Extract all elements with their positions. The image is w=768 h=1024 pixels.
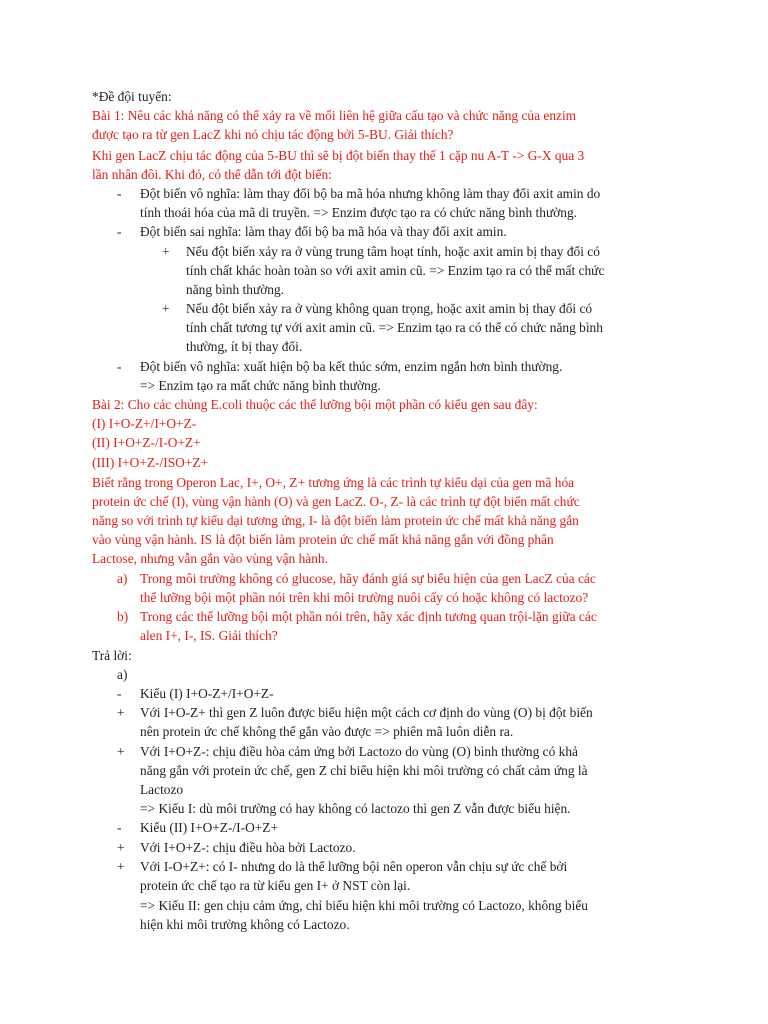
answer-t2-p1: Với I+O+Z-: chịu điều hòa bởi Lactozo. (140, 840, 356, 855)
answer-t1-p1-line-1: Với I+O-Z+ thì gen Z luôn được biểu hiện một cách cơ định do vùng (O) bị đột biến (140, 705, 593, 720)
q2-title: Bài 2: Cho các chủng E.coli thuộc các thể lưỡng bội một phần có kiểu gen sau đây: (92, 397, 538, 412)
answer-t2-p2-line-3: => Kiểu II: gen chịu cảm ứng, chỉ biểu hiện khi môi trường có Lactozo, không biểu (140, 898, 588, 913)
plus-marker: + (117, 840, 125, 855)
q2-genotype-3: (III) I+O+Z-/ISO+Z+ (92, 455, 209, 470)
plus-marker: + (117, 705, 125, 720)
dash-marker: - (117, 686, 122, 701)
q2-genotype-1: (I) I+O-Z+/I+O+Z- (92, 416, 197, 431)
plus-marker: + (117, 744, 125, 759)
q2-para-line-1: Biết rằng trong Operon Lac, I+, O+, Z+ tương ứng là các trình tự kiểu dại của gen mã hóa (92, 475, 575, 490)
plus-marker: + (162, 301, 170, 316)
dash-marker: - (117, 359, 122, 374)
q2-part-b-line-1: Trong các thể lưỡng bội một phần nói trên, hãy xác định tương quan trội-lặn giữa các (140, 609, 597, 624)
answer-t1-p1-line-2: nên protein ức chế không thể gắn vào được => phiên mã luôn diễn ra. (140, 724, 514, 739)
q2-para-line-4: vào vùng vận hành. IS là đột biến làm protein ức chế mất khả năng gắn với đồng phân (92, 532, 554, 547)
q2-part-b-line-2: alen I+, I-, IS. Giải thích? (140, 628, 278, 643)
q1-sub-1-line-2: tính chất khác hoàn toàn so với axit amin cũ. => Enzim tạo ra có thể mất chức (186, 263, 605, 278)
q1-sub-2-line-1: Nếu đột biến xảy ra ở vùng không quan trọng, hoặc axit amin bị thay đổi có (186, 301, 593, 316)
q1-sub-1-line-1: Nếu đột biến xảy ra ở vùng trung tâm hoạt tính, hoặc axit amin bị thay đổi có (186, 244, 600, 259)
q1-title-line-1: Bài 1: Nêu các khả năng có thể xảy ra về mối liên hệ giữa cấu tạo và chức năng của enzim (92, 108, 577, 123)
answer-t1-p2-line-2: năng gắn với protein ức chế, gen Z chỉ biểu hiện khi môi trường có chất cảm ứng là (140, 763, 588, 778)
answer-t1-p2-line-1: Với I+O+Z-: chịu điều hòa cảm ứng bởi Lactozo do vùng (O) bình thường có khả (140, 744, 578, 759)
answer-type-2: Kiểu (II) I+O+Z-/I-O+Z+ (140, 820, 279, 835)
answer-part-a-marker: a) (117, 667, 128, 682)
plus-marker: + (117, 859, 125, 874)
q2-genotype-2: (II) I+O+Z-/I-O+Z+ (92, 435, 201, 450)
answer-label: Trả lời: (92, 648, 132, 663)
answer-t2-p2-line-4: hiện khi môi trường không có Lactozo. (140, 917, 350, 932)
q1-bullet-1-line-1: Đột biến vô nghĩa: làm thay đổi bộ ba mã hóa nhưng không làm thay đổi axit amin do (140, 186, 601, 201)
q1-sub-2-line-2: tính chất tương tự với axit amin cũ. => Enzim tạo ra có thể có chức năng bình (186, 320, 603, 335)
plus-marker: + (162, 244, 170, 259)
q2-part-b-marker: b) (117, 609, 129, 624)
q1-sub-2-line-3: thường, ít bị thay đổi. (186, 339, 303, 354)
q1-bullet-3-line-2: => Enzim tạo ra mất chức năng bình thường. (140, 378, 381, 393)
q1-bullet-1-line-2: tính thoái hóa của mã di truyền. => Enzim được tạo ra có chức năng bình thường. (140, 205, 578, 220)
q1-bullet-2: Đột biến sai nghĩa: làm thay đổi bộ ba mã hóa và thay đổi axit amin. (140, 224, 507, 239)
answer-type-1: Kiểu (I) I+O-Z+/I+O+Z- (140, 686, 274, 701)
q1-intro-line-2: lần nhân đôi. Khi đó, có thể dẫn tới đột biến: (92, 167, 332, 182)
dash-marker: - (117, 224, 122, 239)
q2-part-a-marker: a) (117, 571, 128, 586)
q2-part-a-line-2: thể lưỡng bội một phần nói trên khi môi trường nuôi cấy có hoặc không có lactozo? (140, 590, 589, 605)
q1-title-line-2: được tạo ra từ gen LacZ khi nó chịu tác động bởi 5-BU. Giải thích? (92, 127, 454, 142)
q1-sub-1-line-3: năng bình thường. (186, 282, 285, 297)
q1-intro-line-1: Khi gen LacZ chịu tác động của 5-BU thì sẽ bị đột biến thay thế 1 cặp nu A-T -> G-X qua 3 (92, 148, 585, 163)
answer-t1-p2-line-3: Lactozo (140, 782, 184, 797)
heading: *Đề đội tuyển: (92, 89, 172, 104)
dash-marker: - (117, 820, 122, 835)
q1-bullet-3-line-1: Đột biến vô nghĩa: xuất hiện bộ ba kết thúc sớm, enzim ngắn hơn bình thường. (140, 359, 563, 374)
q2-para-line-2: protein ức chế (I), vùng vận hành (O) và gen LacZ. O-, Z- là các trình tự đột biến mất chức (92, 494, 580, 509)
answer-t2-p2-line-1: Với I-O+Z+: có I- nhưng do là thể lưỡng bội nên operon vẫn chịu sự ức chế bởi (140, 859, 568, 874)
q2-para-line-5: Lactose, nhưng vẫn gắn vào vùng vận hành. (92, 551, 328, 566)
answer-t1-p2-line-4: => Kiểu I: dù môi trường có hay không có lactozo thì gen Z vẫn được biểu hiện. (140, 801, 571, 816)
answer-t2-p2-line-2: protein ức chế tạo ra từ kiểu gen I+ ở NST còn lại. (140, 878, 411, 893)
dash-marker: - (117, 186, 122, 201)
q2-part-a-line-1: Trong môi trường không có glucose, hãy đánh giá sự biểu hiện của gen LacZ của các (140, 571, 596, 586)
q2-para-line-3: năng so với trình tự kiểu dại tương ứng, I- là đột biến làm protein ức chế mất khả năng gắn (92, 513, 579, 528)
